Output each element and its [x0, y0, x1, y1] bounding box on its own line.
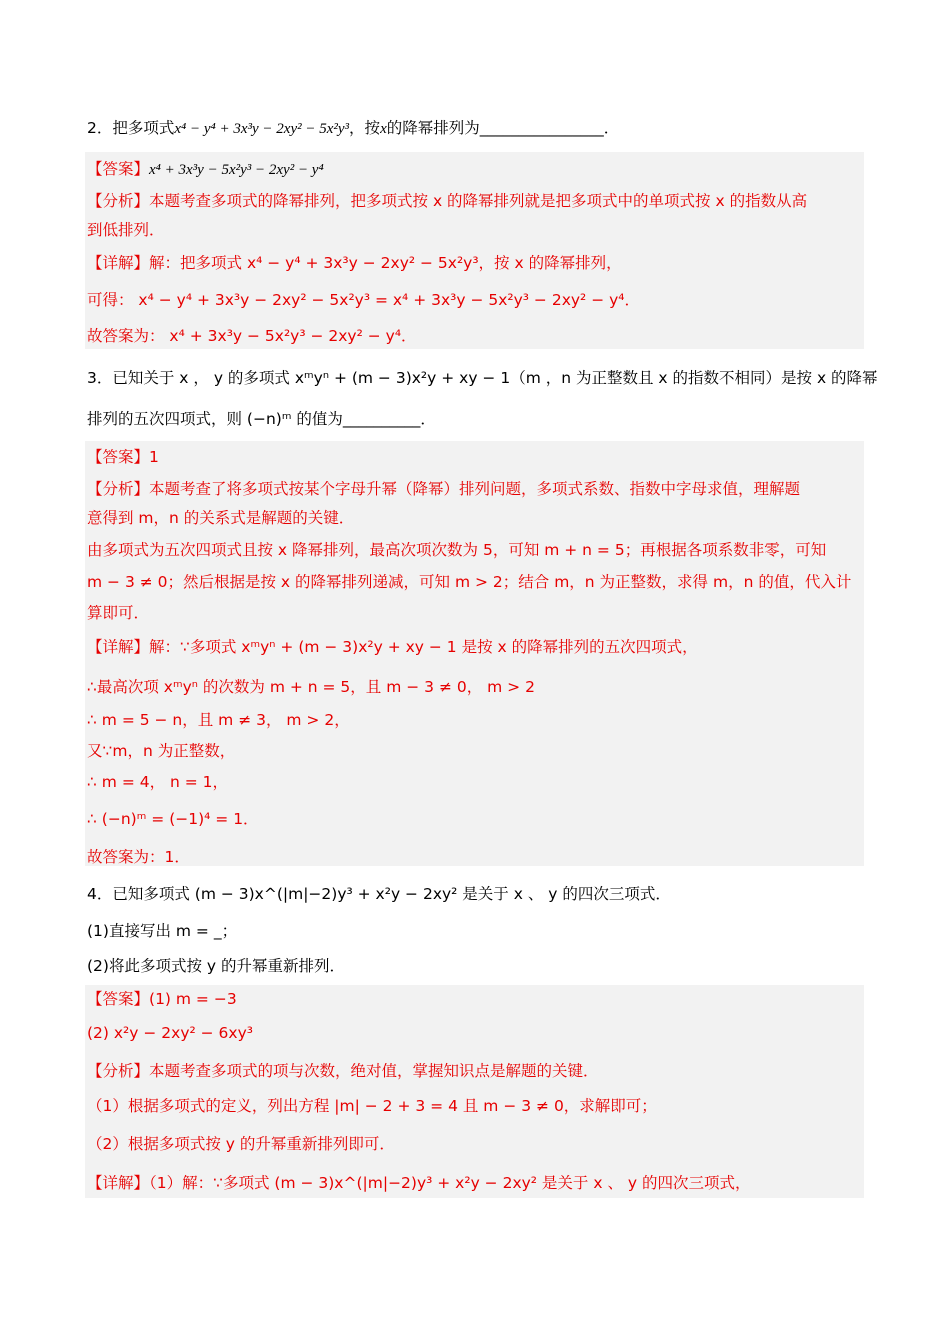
q2-answer-expr: x⁴ + 3x³y − 5x²y³ − 2xy² − y⁴ [149, 162, 324, 178]
analysis-tag: 【分析】 [87, 192, 150, 210]
q2-analysis-2: 到低排列． [87, 221, 165, 239]
q4-answer-2: (2) x²y − 2xy² − 6xy³ [87, 1024, 253, 1042]
q3-answer-value: 1 [149, 448, 159, 466]
q4-analysis-1 [87, 1060, 599, 1082]
detail-tag: 【详解】 [87, 1174, 150, 1192]
detail-tag: 【详解】 [87, 254, 150, 272]
q3-detail-text: 解：∵多项式 xᵐyⁿ + (m − 3)x²y + xy − 1 是按 x 的降幂排列的五次四项式， [149, 638, 698, 656]
q2-detail-text: 解：把多项式 x⁴ − y⁴ + 3x³y − 2xy² − 5x²y³，按 x 的降幂排列， [149, 254, 622, 272]
q4-detail-1 [87, 1172, 751, 1194]
q2-answer [87, 158, 324, 181]
q2-analysis-text: 本题考查多项式的降幂排列，把多项式按 x 的降幂排列就是把多项式中的单项式按 x 的指数从高 [149, 192, 808, 210]
detail-tag: 【详解】 [87, 638, 150, 656]
q4-analysis-3: （2）根据多项式按 y 的升幂重新排列即可． [87, 1135, 395, 1153]
analysis-tag: 【分析】 [87, 1062, 150, 1080]
q4-solution-box [85, 985, 864, 1198]
q2-stem [87, 117, 619, 140]
q2-detail-2: 可得： x⁴ − y⁴ + 3x³y − 2xy² − 5x²y³ = x⁴ + 3x³y − 5x²y³ − 2xy² − y⁴． [87, 291, 640, 309]
answer-tag: 【答案】 [87, 160, 150, 178]
q2-detail-3: 故答案为： x⁴ + 3x³y − 5x²y³ − 2xy² − y⁴． [87, 327, 417, 345]
q4-analysis-text: 本题考查多项式的项与次数，绝对值，掌握知识点是解题的关键． [149, 1062, 599, 1080]
q3-detail-4: 又∵m，n 为正整数， [87, 742, 236, 760]
q3-analysis-1 [87, 478, 800, 500]
answer-tag: 【答案】 [87, 448, 150, 466]
q4-analysis-2: （1）根据多项式的定义，列出方程 |m| − 2 + 3 = 4 且 m − 3 ≠ 0，求解即可； [87, 1097, 657, 1115]
q3-detail-5: ∴ m = 4， n = 1， [87, 773, 229, 791]
q3-detail-6: ∴ (−n)ᵐ = (−1)⁴ = 1． [87, 810, 259, 828]
q3-analysis-5: 算即可． [87, 604, 150, 622]
q2-expr: x⁴ − y⁴ + 3x³y − 2xy² − 5x²y³ [174, 121, 350, 137]
q4-answer-1-value: (1) m = −3 [149, 990, 237, 1008]
q3-detail-7: 故答案为：1． [87, 848, 190, 866]
analysis-tag: 【分析】 [87, 480, 150, 498]
q2-stem-text-b: ，按 [349, 119, 381, 137]
q3-stem-1: 3．已知关于 x ， y 的多项式 xᵐyⁿ + (m − 3)x²y + xy − 1（m ，n 为正整数且 x 的指数不相同）是按 x 的降幂 [87, 369, 878, 387]
q4-detail-text: （1）解：∵多项式 (m − 3)x^(|m|−2)y³ + x²y − 2xy² 是关于 x 、 y 的四次三项式， [149, 1174, 751, 1192]
q4-answer-1 [87, 988, 237, 1010]
q4-stem-2: (1)直接写出 m = _； [87, 922, 238, 940]
q3-analysis-4: m − 3 ≠ 0；然后根据是按 x 的降幂排列递减，可知 m > 2；结合 m，n 为正整数，求得 m，n 的值，代入计 [87, 573, 852, 591]
q3-detail-3: ∴ m = 5 − n，且 m ≠ 3， m > 2， [87, 711, 350, 729]
q3-detail-2: ∴最高次项 xᵐyⁿ 的次数为 m + n = 5，且 m − 3 ≠ 0， m > 2 [87, 678, 535, 696]
q2-stem-text: 2．把多项式 [87, 119, 175, 137]
q2-analysis-1 [87, 190, 807, 212]
q3-answer [87, 446, 159, 468]
q4-stem-1: 4．已知多项式 (m − 3)x^(|m|−2)y³ + x²y − 2xy² 是关于 x 、 y 的四次三项式． [87, 885, 671, 903]
q2-var: x [380, 121, 387, 137]
q4-stem-3: (2)将此多项式按 y 的升幂重新排列． [87, 957, 345, 975]
q3-analysis-text: 本题考查了将多项式按某个字母升幂（降幂）排列问题，多项式系数、指数中字母求值，理解题 [149, 480, 801, 498]
q3-analysis-2: 意得到 m，n 的关系式是解题的关键． [87, 509, 355, 527]
q2-solution-box [85, 152, 864, 349]
q2-stem-text-c: 的降幂排列为________________． [386, 119, 620, 137]
q3-stem-2: 排列的五次四项式，则 (−n)ᵐ 的值为__________． [87, 410, 436, 428]
answer-tag: 【答案】 [87, 990, 150, 1008]
q3-detail-1 [87, 636, 698, 658]
q3-analysis-3: 由多项式为五次四项式且按 x 降幂排列，最高次项次数为 5，可知 m + n = 5；再根据各项系数非零，可知 [87, 541, 827, 559]
q2-detail-1 [87, 252, 622, 274]
